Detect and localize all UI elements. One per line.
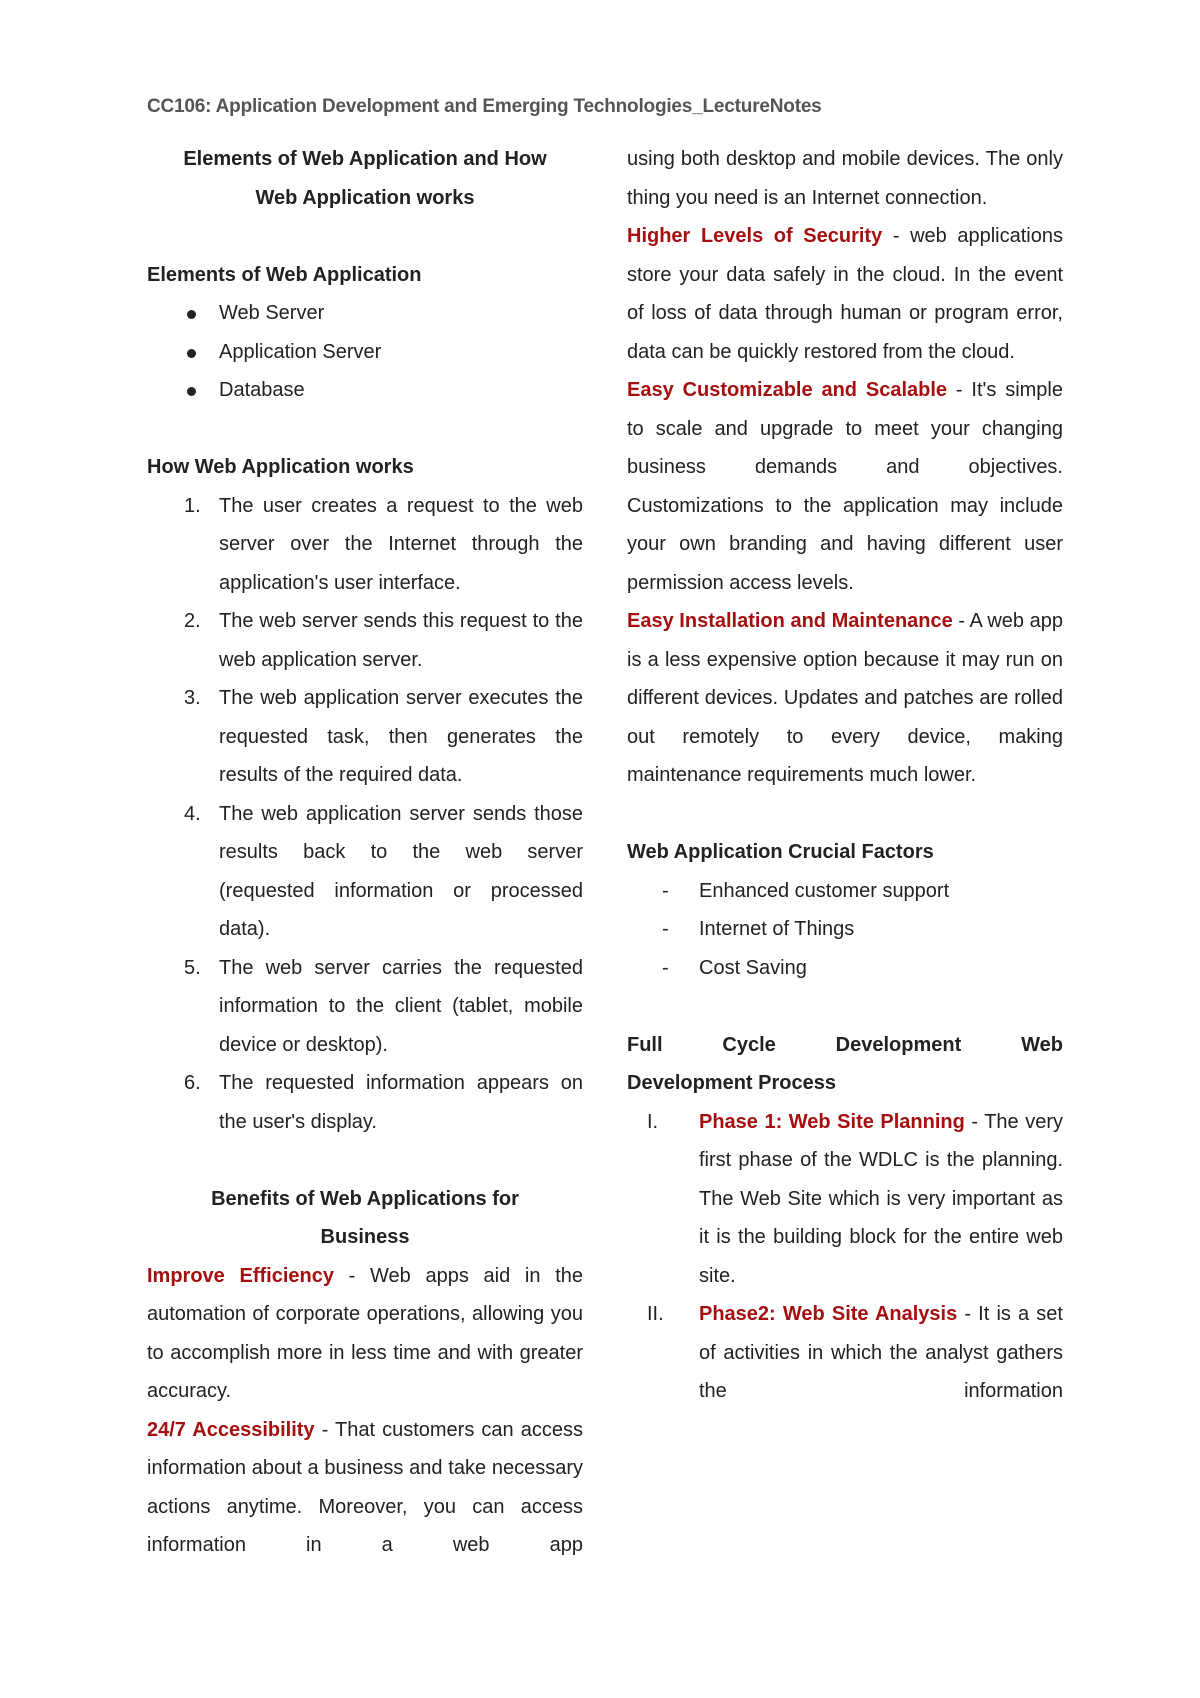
bullet-icon [187,349,196,358]
right-column [627,140,1063,1411]
factors-list [627,872,1063,988]
list-item: 5. The web server carries the requested information to the client (tablet, mobile device or desktop). [184,956,583,1056]
list-item: - Internet of Things [662,918,855,940]
list-item: 3. The web application server executes the requested task, then generates the results of the required data. [184,687,583,786]
list-item: II. Phase2: Web Site Analysis - It is a set of activities in which the analyst gathers the information [647,1303,1063,1402]
phases-list [627,1103,1063,1411]
list-item: - Enhanced customer support [662,879,950,902]
list-item: - Cost Saving [662,956,807,979]
list-item: Database [147,371,583,410]
benefit-paragraph: Easy Customizable and Scalable - It's simple to scale and upgrade to meet your changing business demands and objectives. Customizations to the application may include your own branding and having different user permission access levels. [627,379,1063,594]
how-heading: How Web Application works [147,456,414,478]
steps-list [147,487,583,1142]
list-item: 2. The web server sends this request to the web application server. [184,610,583,671]
list-item: 1. The user creates a request to the web server over the Internet through the application's user interface. [184,494,583,594]
continued-paragraph: using both desktop and mobile devices. The only thing you need is an Internet connection. [627,148,1063,209]
benefit-paragraph: 24/7 Accessibility - That customers can access information about a business and take necessary actions anytime. Moreover, you can access information in a web app [147,1418,583,1556]
page-header: CC106: Application Development and Emerging Technologies_LectureNotes [147,96,822,117]
section-title-line1: Elements of Web Application and How [183,148,547,170]
section-title-line2: Web Application works [255,186,475,209]
elements-list [147,294,583,410]
benefit-paragraph: Easy Installation and Maintenance - A web app is a less expensive option because it may run on different devices. Updates and patches are rolled out remotely to every device, making maintenance requirements much lower. [627,610,1063,786]
benefit-paragraph: Higher Levels of Security - web applications store your data safely in the cloud. In the event of loss of data through human or program error, data can be quickly restored from the cloud. [627,225,1063,363]
benefit-paragraph: Improve Efficiency - Web apps aid in the automation of corporate operations, allowing you to accomplish more in less time and with greater accuracy. [147,1264,583,1402]
list-item: Application Server [147,333,583,372]
factors-heading: Web Application Crucial Factors [627,841,934,863]
list-item: Web Server [147,294,583,333]
bullet-icon [187,310,196,319]
left-column [147,140,583,1565]
bullet-icon [187,387,196,396]
list-item: I. Phase 1: Web Site Planning - The very first phase of the WDLC is the planning. The Web Site which is very important as it is the building block for the entire web site. [647,1110,1063,1287]
benefits-title-line1: Benefits of Web Applications for [211,1187,519,1210]
list-item: 4. The web application server sends those results back to the web server (requested information or processed data). [184,802,583,940]
cycle-heading-line1: Full Cycle Development Web [627,1033,1063,1056]
elements-heading: Elements of Web Application [147,263,422,286]
cycle-heading-line2: Development Process [627,1072,836,1094]
list-item: 6. The requested information appears on the user's display. [184,1072,583,1133]
benefits-title-line2: Business [320,1226,410,1248]
